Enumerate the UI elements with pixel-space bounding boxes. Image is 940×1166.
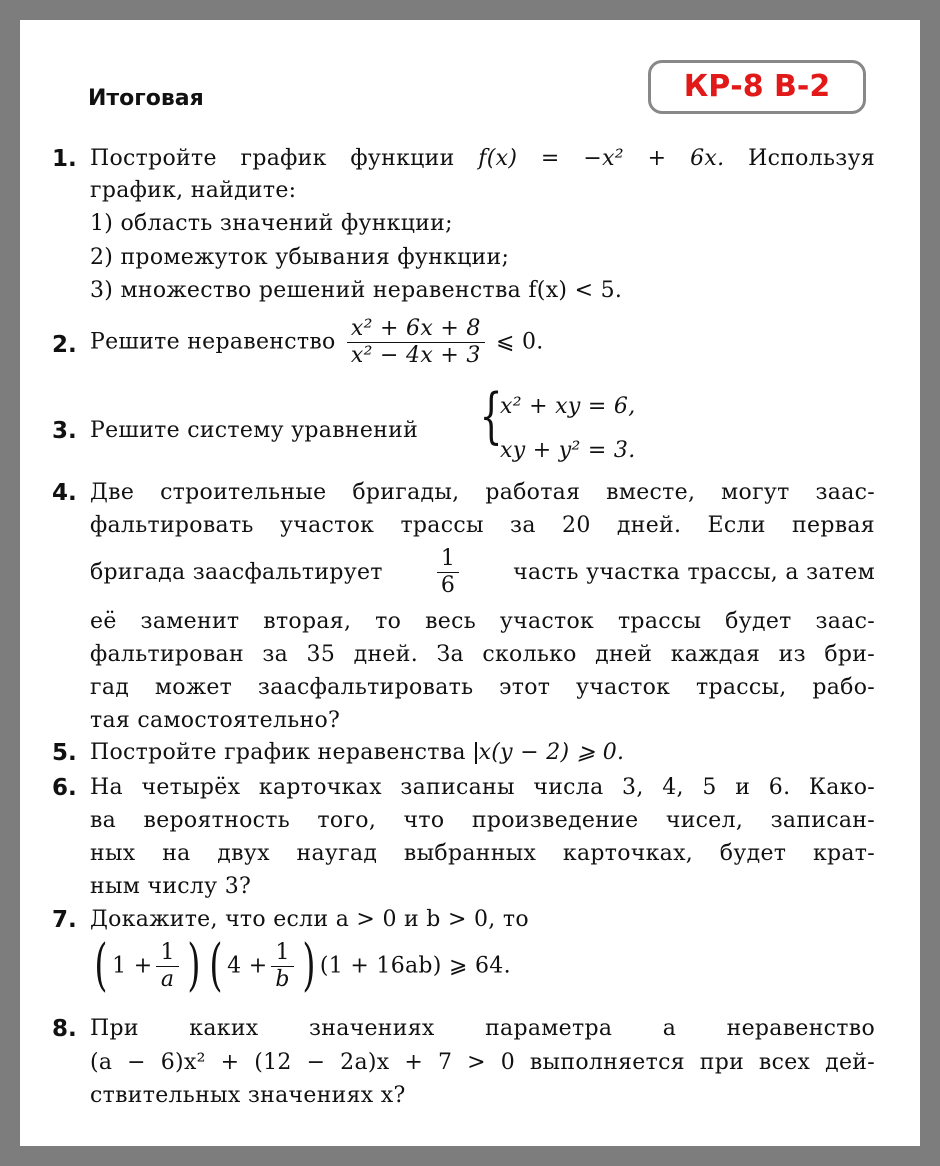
problem-7-b-fraction — [271, 940, 293, 993]
problem-7-b-pre: 4 + — [227, 953, 268, 979]
problem-4-text-b: часть участка трассы, а затем — [513, 560, 875, 585]
problem-4-line-4: её заменит вторая, то весь участок трассы будет заас- — [90, 609, 875, 634]
problem-1-line-2: график, найдите: — [90, 178, 297, 203]
problem-1-item-3: 3) множество решений неравенства f(x) < 5. — [90, 278, 623, 303]
problem-1-line-1 — [90, 146, 875, 171]
problem-2-number: 2. — [52, 332, 77, 358]
problem-1-text-b: Используя — [748, 146, 875, 171]
problem-6-line-3: ных на двух наугад выбранных карточках, будет крат- — [90, 841, 875, 866]
problem-7-tail: (1 + 16ab) ⩾ 64. — [319, 953, 511, 979]
problem-4-number: 4. — [52, 480, 77, 506]
problem-5-number: 5. — [52, 740, 77, 766]
abs-bar-left — [475, 742, 477, 764]
problem-3-number: 3. — [52, 418, 77, 444]
problem-7-inequality — [90, 933, 511, 998]
problem-1-text: Постройте график функции — [90, 146, 455, 171]
problem-6-line-4: ным числу 3? — [90, 874, 252, 899]
problem-2-tail: ⩽ 0. — [495, 329, 544, 355]
problem-4-frac-den: 6 — [440, 573, 456, 598]
problem-2-numerator: x² + 6x + 8 — [347, 316, 485, 343]
problem-3-equation-1: x² + xy = 6, — [500, 394, 636, 419]
problem-1-item-1: 1) область значений функции; — [90, 211, 453, 236]
variant-badge: КР-8 В-2 — [648, 60, 866, 114]
problem-5-text: Постройте график неравенства — [90, 740, 466, 765]
problem-7-a-den: a — [160, 966, 175, 992]
problem-5-expression: x(y − 2) ⩾ 0. — [478, 740, 625, 765]
problem-7-b-num: 1 — [271, 940, 293, 967]
problem-7-line-1: Докажите, что если a > 0 и b > 0, то — [90, 907, 529, 932]
problem-8-line-1: При каких значениях параметра a неравенство — [90, 1016, 875, 1041]
problem-2-text: Решите неравенство — [90, 329, 336, 355]
problem-5-line — [90, 740, 624, 765]
page-title: Итоговая — [88, 86, 204, 111]
problem-7-number: 7. — [52, 907, 77, 933]
problem-2-fraction — [347, 316, 485, 369]
paren-close-1: ) — [187, 933, 201, 998]
problem-8-number: 8. — [52, 1016, 77, 1042]
problem-3-equation-2: xy + y² = 3. — [500, 438, 636, 463]
problem-7-a-fraction — [156, 940, 178, 993]
problem-4-frac-num: 1 — [437, 546, 459, 573]
problem-7-a-pre: 1 + — [112, 953, 153, 979]
paren-open-1: ( — [94, 933, 108, 998]
problem-3-text: Решите систему уравнений — [90, 418, 419, 443]
problem-8-line-3: ствительных значениях x? — [90, 1083, 406, 1108]
problem-4-text-a: бригада заасфальтирует — [90, 560, 383, 585]
problem-2-denominator: x² − 4x + 3 — [350, 343, 481, 368]
problem-4-line-3 — [90, 546, 875, 599]
problem-6-number: 6. — [52, 775, 77, 801]
worksheet — [20, 20, 920, 1146]
problem-1-number: 1. — [52, 146, 77, 172]
problem-4-fraction — [437, 546, 459, 599]
problem-8-line-2: (a − 6)x² + (12 − 2a)x + 7 > 0 выполняется при всех дей- — [90, 1050, 875, 1075]
problem-1-item-2: 2) промежуток убывания функции; — [90, 245, 510, 270]
problem-6-line-1: На четырёх карточках записаны числа 3, 4, 5 и 6. Како- — [90, 775, 875, 800]
problem-1-function: f(x) = −x² + 6x. — [478, 146, 725, 171]
problem-2-line — [90, 316, 544, 369]
problem-4-line-7: тая самостоятельно? — [90, 708, 341, 733]
problem-4-line-2: фальтировать участок трассы за 20 дней. Если первая — [90, 513, 875, 538]
problem-4-line-1: Две строительные бригады, работая вместе, могут заас- — [90, 480, 875, 505]
problem-7-a-num: 1 — [156, 940, 178, 967]
problem-4-line-6: гад может заасфальтировать этот участок трассы, рабо- — [90, 675, 875, 700]
system-brace: { — [479, 381, 503, 451]
paren-open-2: ( — [209, 933, 223, 998]
problem-6-line-2: ва вероятность того, что произведение чисел, записан- — [90, 808, 875, 833]
problem-4-line-5: фальтирован за 35 дней. За сколько дней каждая из бри- — [90, 642, 875, 667]
problem-7-b-den: b — [275, 966, 290, 992]
paren-close-2: ) — [302, 933, 316, 998]
